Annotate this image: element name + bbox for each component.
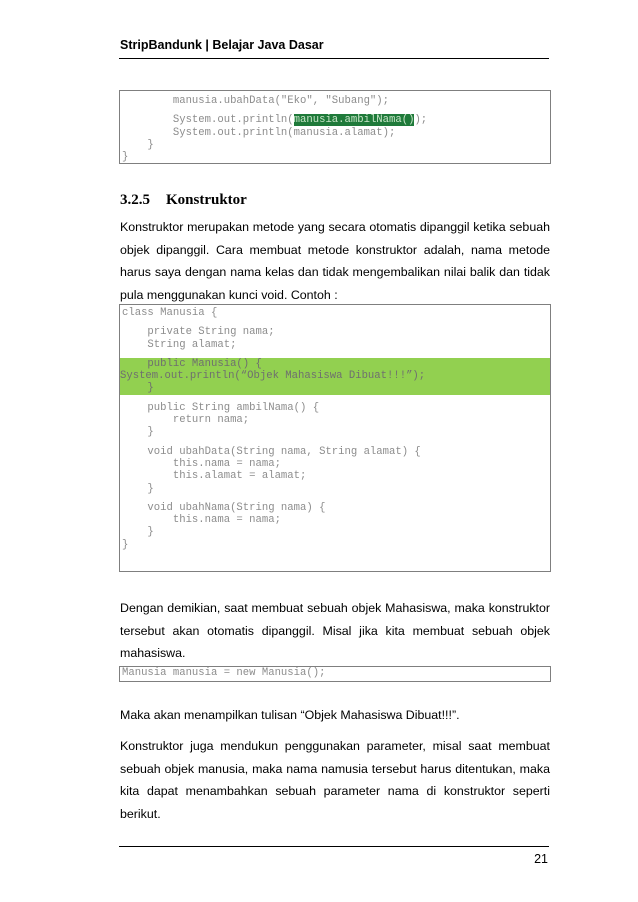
- code-line: }: [122, 482, 154, 495]
- code-line: }: [122, 426, 154, 439]
- code-line: this.nama = nama;: [122, 457, 281, 470]
- code-line: System.out.println(manusia.alamat);: [122, 126, 396, 139]
- code-line: void ubahData(String nama, String alamat) {: [122, 445, 421, 458]
- code-line: }: [122, 151, 129, 164]
- section-title: Konstruktor: [166, 192, 247, 208]
- code-line: class Manusia {: [122, 307, 218, 319]
- code-block-top: [119, 90, 551, 164]
- code-line: System.out.println(“Objek Mahasiswa Dibuat!!!”);: [120, 370, 426, 383]
- header-divider: [119, 58, 549, 59]
- code-line: String alamat;: [122, 338, 237, 351]
- code-line: this.nama = nama;: [122, 514, 281, 527]
- code-line: public Manusia() {: [122, 357, 262, 370]
- code-block-instantiation: [119, 666, 551, 682]
- code-line: }: [122, 538, 129, 551]
- code-line: void ubahNama(String nama) {: [122, 501, 326, 514]
- footer-divider: [119, 846, 549, 847]
- section-number: 3.2.5: [120, 192, 150, 208]
- code-block-class: [119, 304, 551, 572]
- code-line: return nama;: [122, 414, 250, 427]
- code-line: }: [122, 138, 154, 151]
- page-header-title: StripBandunk | Belajar Java Dasar: [120, 38, 324, 52]
- paragraph-explanation: Dengan demikian, saat membuat sebuah objek Mahasiswa, maka konstruktor tersebut akan otomatis dipanggil. Misal jika kita membuat sebuah objek mahasiswa.: [120, 601, 550, 660]
- code-line: private String nama;: [122, 326, 275, 339]
- paragraph-intro: Konstruktor merupakan metode yang secara otomatis dipanggil ketika sebuah objek dipanggil. Cara membuat metode konstruktor adalah, nama metode harus saya dengan nama kelas dan tidak mengembalikan nilai balik dan tidak pula menggunakan kunci void. Contoh :: [120, 220, 550, 302]
- highlighted-constructor: [120, 358, 550, 395]
- paragraph-output: Maka akan menampilkan tulisan “Objek Mahasiswa Dibuat!!!”.: [120, 708, 460, 722]
- code-line: }: [122, 526, 154, 539]
- code-line: Manusia manusia = new Manusia();: [122, 667, 326, 679]
- code-line: }: [122, 382, 154, 395]
- selected-text: manusia.ambilNama(): [293, 114, 415, 127]
- page-number: 21: [534, 852, 548, 866]
- code-line: public String ambilNama() {: [122, 401, 320, 414]
- section-heading: [120, 192, 247, 209]
- code-line: manusia.ubahData("Eko", "Subang");: [122, 95, 390, 107]
- code-line: System.out.println(manusia.ambilNama());: [122, 114, 428, 127]
- code-line: this.alamat = alamat;: [122, 470, 307, 483]
- paragraph-parameter: Konstruktor juga mendukun penggunakan parameter, misal saat membuat sebuah objek manusia, maka nama namusia tersebut harus ditentukan, maka kita dapat menambahkan sebuah parameter nama di konstruktor seperti berikut.: [120, 739, 550, 821]
